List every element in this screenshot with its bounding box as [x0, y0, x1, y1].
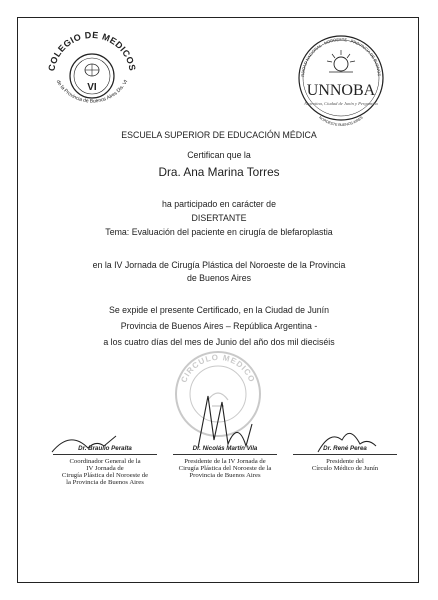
left-seal-center-text: VI [87, 82, 97, 93]
signatory-role-line: la Provincia de Buenos Aires [66, 479, 144, 486]
certify-line: Certifican que la [187, 150, 251, 160]
signatory-role-line: Círculo Médico de Junín [311, 465, 379, 472]
signature-vila-scribble [198, 396, 252, 448]
signatory-role-line: Presidente de la IV Jornada de [184, 458, 266, 465]
left-seal-ring-text: COLEGIO DE MEDICOS [46, 29, 138, 72]
right-seal-footer-text: NOROESTE BUENOS AIRES [318, 115, 364, 128]
signature-line [53, 454, 157, 455]
signatory-name: Dr. Braulio Peralta [78, 445, 132, 452]
event-line-1: en la IV Jornada de Cirugía Plástica del Noroeste de la Provincia [92, 260, 346, 270]
issued-line-2: Provincia de Buenos Aires – República Argentina - [120, 321, 318, 331]
event-line-2: de Buenos Aires [186, 273, 252, 283]
left-seal-bottom-text: de la Provincia de Buenos Aires Dis. VI [54, 79, 130, 105]
topic-line: Tema: Evaluación del paciente en cirugía de blefaroplastia [105, 227, 333, 237]
recipient-name: Dra. Ana Marina Torres [158, 165, 280, 179]
signatory-role-line: Provincia de Buenos Aires [189, 472, 261, 479]
issued-line-3: a los cuatro días del mes de Junio del año dos mil dieciséis [103, 337, 335, 347]
unnoba-subcaption: Argentina, Ciudad de Junín y Pergamino [304, 101, 378, 106]
signatory-role-line: Cirugía Plástica del Noroeste de la [178, 465, 272, 472]
signatory-name: Dr. René Perea [323, 445, 367, 452]
signatory-role-line: Coordinador General de la [69, 458, 141, 465]
participated-line: ha participado en carácter de [162, 199, 276, 209]
right-seal-ring-text: RSIDAD NACIONAL · NOROESTE · PROVINCIA DE BUENOS [300, 36, 382, 77]
signatory-name: Dr. Nicolás Martín Vila [192, 445, 258, 452]
signature-line [293, 454, 397, 455]
signatory-role-line: Presidente del [326, 458, 364, 465]
stamp-ring-text: CIRCULO MEDICO [179, 352, 257, 385]
unnoba-caption: UNNOBA [306, 82, 376, 99]
signature-line [173, 454, 277, 455]
role-line: DISERTANTE [191, 213, 247, 223]
school-title: ESCUELA SUPERIOR DE EDUCACIÓN MÉDICA [121, 130, 317, 140]
issued-line-1: Se expide el presente Certificado, en la Ciudad de Junín [108, 305, 330, 315]
signatory-role-line: IV Jornada de [86, 465, 124, 472]
signatory-role-line: Cirugía Plástica del Noroeste de [61, 472, 149, 479]
